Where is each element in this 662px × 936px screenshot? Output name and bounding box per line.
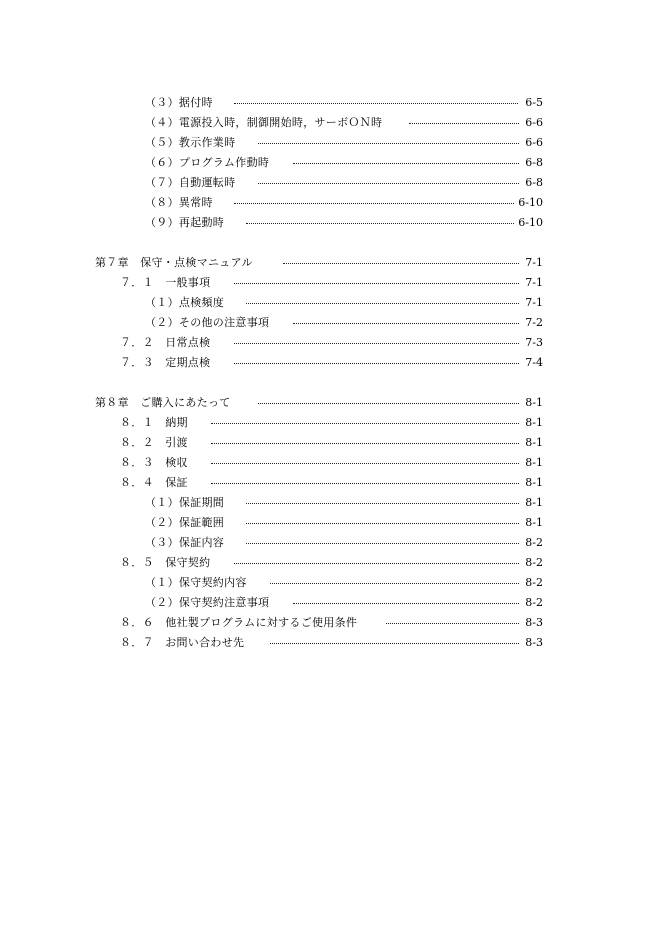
toc-entry-r9 [0, 273, 662, 293]
toc-page-number: 7-1 [525, 276, 543, 289]
toc-dot-leader [234, 203, 514, 204]
toc-page-number: 6-5 [525, 96, 543, 109]
toc-page-number: 8-2 [525, 556, 543, 569]
toc-page-number: 6-8 [525, 176, 543, 189]
toc-dot-leader [258, 403, 519, 404]
toc-entry-label: ８．４ 保証 [120, 476, 188, 489]
toc-entry-r13 [0, 353, 662, 373]
toc-entry-r18 [0, 473, 662, 493]
toc-entry-label: （４）電源投入時，制御開始時，サーボＯＮ時 [145, 116, 383, 129]
toc-page-number: 7-4 [525, 356, 543, 369]
toc-entry-label: （６）プログラム作動時 [145, 156, 270, 169]
toc-dot-leader [258, 183, 519, 184]
toc-dot-leader [386, 623, 519, 624]
toc-dot-leader [234, 283, 519, 284]
toc-dot-leader [246, 503, 519, 504]
toc-entry-r20 [0, 513, 662, 533]
toc-entry-label: ８．２ 引渡 [120, 436, 188, 449]
toc-page-number: 8-1 [525, 496, 543, 509]
toc-page-number: 6-10 [518, 216, 543, 229]
toc-page-number: 7-1 [525, 296, 543, 309]
toc-entry-r14 [0, 393, 662, 413]
toc-page-number: 6-6 [525, 136, 543, 149]
toc-page-number: 7-2 [525, 316, 543, 329]
toc-dot-leader [234, 363, 519, 364]
toc-entry-label: （２）保証範囲 [145, 516, 225, 529]
toc-entry-label: （２）その他の注意事項 [145, 316, 270, 329]
toc-entry-label: 第７章 保守・点検マニュアル [95, 256, 253, 269]
toc-dot-leader [270, 583, 519, 584]
toc-entry-r6 [0, 193, 662, 213]
toc-entry-r21 [0, 533, 662, 553]
toc-entry-r12 [0, 333, 662, 353]
toc-entry-label: （３）保証内容 [145, 536, 225, 549]
toc-entry-r16 [0, 433, 662, 453]
toc-dot-leader [293, 323, 519, 324]
toc-page-number: 6-6 [525, 116, 543, 129]
toc-entry-label: ８．３ 検収 [120, 456, 188, 469]
toc-entry-r4 [0, 153, 662, 173]
toc-entry-label: ８．５ 保守契約 [120, 556, 211, 569]
toc-page-number: 8-1 [525, 396, 543, 409]
toc-page-number: 8-1 [525, 436, 543, 449]
toc-dot-leader [246, 223, 514, 224]
toc-dot-leader [211, 483, 519, 484]
toc-page-number: 7-1 [525, 256, 543, 269]
toc-entry-r17 [0, 453, 662, 473]
toc-dot-leader [283, 263, 519, 264]
toc-dot-leader [211, 443, 519, 444]
toc-entry-label: ７．２ 日常点検 [120, 336, 211, 349]
toc-entry-r24 [0, 593, 662, 613]
toc-dot-leader [211, 423, 519, 424]
toc-entry-label: （１）点検頻度 [145, 296, 225, 309]
toc-dot-leader [293, 603, 519, 604]
toc-page-number: 6-10 [518, 196, 543, 209]
toc-dot-leader [234, 563, 519, 564]
toc-page-number: 6-8 [525, 156, 543, 169]
toc-dot-leader [246, 303, 519, 304]
toc-entry-r26 [0, 633, 662, 653]
toc-page-number: 8-1 [525, 516, 543, 529]
toc-dot-leader [246, 523, 519, 524]
toc-entry-r7 [0, 213, 662, 233]
toc-dot-leader [258, 143, 519, 144]
toc-entry-label: （２）保守契約注意事項 [145, 596, 270, 609]
toc-dot-leader [270, 643, 519, 644]
toc-dot-leader [234, 343, 519, 344]
toc-entry-label: （３）据付時 [145, 96, 213, 109]
toc-dot-leader [409, 123, 519, 124]
toc-page-number: 8-3 [525, 616, 543, 629]
toc-page-number: 8-1 [525, 456, 543, 469]
toc-entry-r23 [0, 573, 662, 593]
toc-entry-label: ７．３ 定期点検 [120, 356, 211, 369]
toc-entry-r2 [0, 113, 662, 133]
toc-entry-label: ８．６ 他社製プログラムに対するご使用条件 [120, 616, 358, 629]
toc-entry-r15 [0, 413, 662, 433]
toc-entry-r19 [0, 493, 662, 513]
toc-page-number: 8-2 [525, 576, 543, 589]
toc-page-number: 8-1 [525, 476, 543, 489]
toc-dot-leader [211, 463, 519, 464]
toc-page-number: 8-2 [525, 536, 543, 549]
toc-entry-r8 [0, 253, 662, 273]
toc-dot-leader [234, 103, 518, 104]
toc-entry-r10 [0, 293, 662, 313]
toc-dot-leader [293, 163, 519, 164]
toc-entry-label: 第８章 ご購入にあたって [95, 396, 231, 409]
toc-entry-label: （９）再起動時 [145, 216, 225, 229]
toc-page-number: 8-1 [525, 416, 543, 429]
toc-entry-label: （５）教示作業時 [145, 136, 236, 149]
toc-entry-r3 [0, 133, 662, 153]
toc-dot-leader [246, 543, 519, 544]
toc-page-number: 8-2 [525, 596, 543, 609]
toc-entry-r11 [0, 313, 662, 333]
toc-entry-label: （１）保守契約内容 [145, 576, 247, 589]
toc-entry-label: （１）保証期間 [145, 496, 225, 509]
toc-entry-r5 [0, 173, 662, 193]
toc-page-number: 7-3 [525, 336, 543, 349]
toc-entry-label: ８．７ お問い合わせ先 [120, 636, 245, 649]
toc-entry-r25 [0, 613, 662, 633]
toc-entry-label: （８）異常時 [145, 196, 213, 209]
toc-entry-r22 [0, 553, 662, 573]
toc-entry-label: ８．１ 納期 [120, 416, 188, 429]
toc-entry-label: ７．１ 一般事項 [120, 276, 211, 289]
toc-entry-label: （７）自動運転時 [145, 176, 236, 189]
toc-page-number: 8-3 [525, 636, 543, 649]
toc-entry-r1 [0, 93, 662, 113]
